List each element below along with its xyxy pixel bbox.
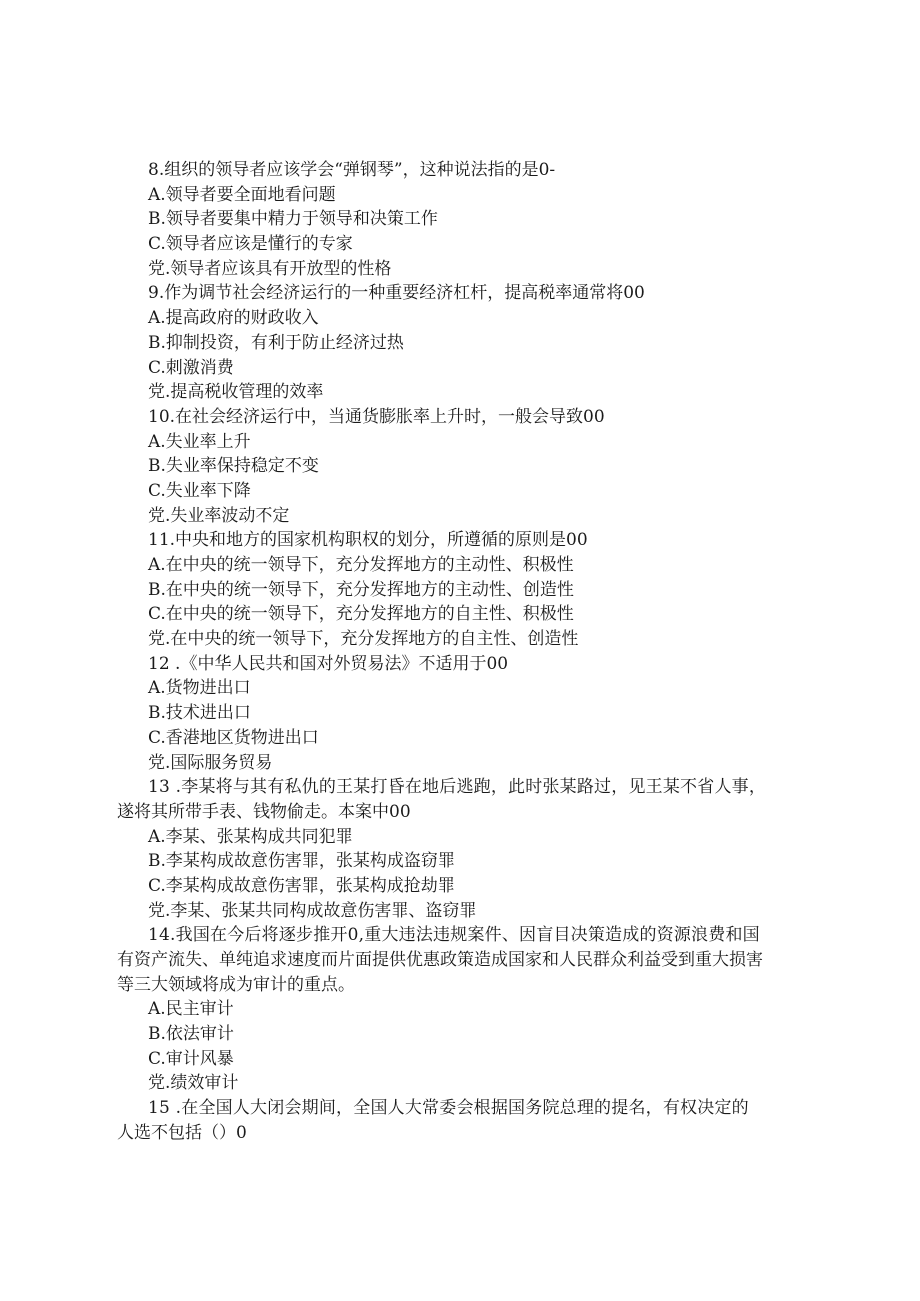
text-line: 14.我国在今后将逐步推开0,重大违法违规案件、因盲目决策造成的资源浪费和国 <box>148 925 760 946</box>
text-line: A.李某、张某构成共同犯罪 <box>148 826 353 847</box>
text-line: 党.失业率波动不定 <box>148 505 290 526</box>
text-line: C.失业率下降 <box>148 480 251 501</box>
text-line: 等三大领域将成为审计的重点。 <box>117 974 355 995</box>
text-line: 8.组织的领导者应该学会“弹钢琴”，这种说法指的是0- <box>148 160 556 180</box>
text-line: 党.李某、张某共同构成故意伤害罪、盗窃罪 <box>148 900 477 921</box>
text-line: 党.国际服务贸易 <box>148 752 273 773</box>
question-list <box>117 158 825 1146</box>
text-line: A.提高政府的财政收入 <box>148 308 319 329</box>
text-line: 党.在中央的统一领导下，充分发挥地方的自主性、创造性 <box>148 629 579 650</box>
text-line: B.在中央的统一领导下，充分发挥地方的主动性、创造性 <box>148 579 574 600</box>
text-line: 12 .《中华人民共和国对外贸易法》不适用于00 <box>148 653 509 674</box>
text-line: B.领导者要集中精力于领导和决策工作 <box>148 209 438 230</box>
text-line: 有资产流失、单纯追求速度而片面提供优惠政策造成国家和人民群众利益受到重大损害 <box>117 950 763 970</box>
text-line: 9.作为调节社会经济运行的一种重要经济杠杆，提高税率通常将00 <box>148 283 645 304</box>
text-line: 10.在社会经济运行中，当通货膨胀率上升时，一般会导致00 <box>148 406 605 427</box>
text-line: 党.领导者应该具有开放型的性格 <box>148 258 392 279</box>
text-line: C.李某构成故意伤害罪，张某构成抢劫罪 <box>148 875 455 896</box>
text-line: 人选不包括（）0 <box>117 1122 247 1143</box>
text-line: 11.中央和地方的国家机构职权的划分，所遵循的原则是00 <box>148 530 588 551</box>
text-line: 党.绩效审计 <box>148 1073 239 1094</box>
text-line: A.领导者要全面地看问题 <box>148 184 336 205</box>
text-line: A.失业率上升 <box>148 431 251 452</box>
text-line: 党.提高税收管理的效率 <box>148 382 324 403</box>
text-line: B.抑制投资，有利于防止经济过热 <box>148 332 404 353</box>
text-line: B.李某构成故意伤害罪，张某构成盗窃罪 <box>148 851 455 872</box>
text-line: A.在中央的统一领导下，充分发挥地方的主动性、积极性 <box>148 555 574 575</box>
text-line: B.失业率保持稳定不变 <box>148 456 319 477</box>
text-line: A.民主审计 <box>148 999 234 1020</box>
text-line: C.在中央的统一领导下，充分发挥地方的自主性、积极性 <box>148 604 574 625</box>
text-line: C.刺激消费 <box>148 357 234 378</box>
text-line: C.领导者应该是懂行的专家 <box>148 234 353 255</box>
text-line: B.依法审计 <box>148 1024 234 1045</box>
text-line: C.香港地区货物进出口 <box>148 727 319 748</box>
text-line: B.技术进出口 <box>148 703 251 724</box>
text-line: 13 .李某将与其有私仇的王某打昏在地后逃跑，此时张某路过，见王某不省人事， <box>148 777 767 798</box>
text-line: C.审计风暴 <box>148 1048 234 1069</box>
text-line: 遂将其所带手表、钱物偷走。本案中00 <box>117 801 411 822</box>
text-line: 15 .在全国人大闭会期间，全国人大常委会根据国务院总理的提名，有权决定的 <box>148 1098 749 1119</box>
text-line: A.货物进出口 <box>148 678 251 699</box>
